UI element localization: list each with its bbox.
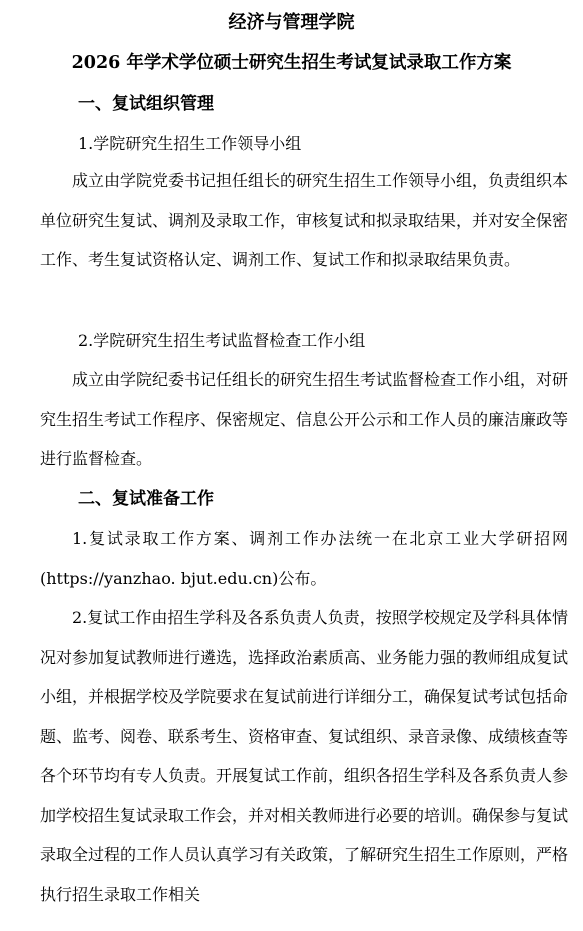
item-title-supervision-group: 2.学院研究生招生考试监督检查工作小组 [78,331,366,350]
section-heading-organization: 一、复试组织管理 [78,94,214,114]
paragraph-leadership-group: 成立由学院党委书记担任组长的研究生招生工作领导小组，负责组织本单位研究生复试、调剂及录取工作，审核复试和拟录取结果，并对安全保密工作、考生复试资格认定、调剂工作、复试工作和拟录取结果负责。 [40,171,569,269]
paragraph-interview-staffing: 2.复试工作由招生学科及各系负责人负责，按照学校规定及学科具体情况对参加复试教师进行遴选，选择政治素质高、业务能力强的教师组成复试小组，并根据学校及学院要求在复试前进行详细分工，确保复试考试包括命题、监考、阅卷、联系考生、资格审查、复试组织、录音录像、成绩核查等各个环节均有专人负责。开展复试工作前，组织各招生学科及各系负责人参加学校招生复试录取工作会，并对相关教师进行必要的培训。确保参与复试录取全过程的工作人员认真学习有关政策，了解研究生招生工作原则，严格执行招生录取工作相关 [40,608,569,904]
document-title-plan: 2026 年学术学位硕士研究生招生考试复试录取工作方案 [71,53,512,73]
paragraph-supervision-group: 成立由学院纪委书记任组长的研究生招生考试监督检查工作小组，对研究生招生考试工作程序、保密规定、信息公开公示和工作人员的廉洁廉政等进行监督检查。 [40,370,569,468]
item-title-leadership-group: 1.学院研究生招生工作领导小组 [78,134,302,153]
paragraph-plan-publication: 1.复试录取工作方案、调剂工作办法统一在北京工业大学研招网(https://yanzhao. bjut.edu.cn)公布。 [40,529,568,588]
section-heading-preparation: 二、复试准备工作 [78,489,214,509]
document-title-school: 经济与管理学院 [228,12,355,33]
